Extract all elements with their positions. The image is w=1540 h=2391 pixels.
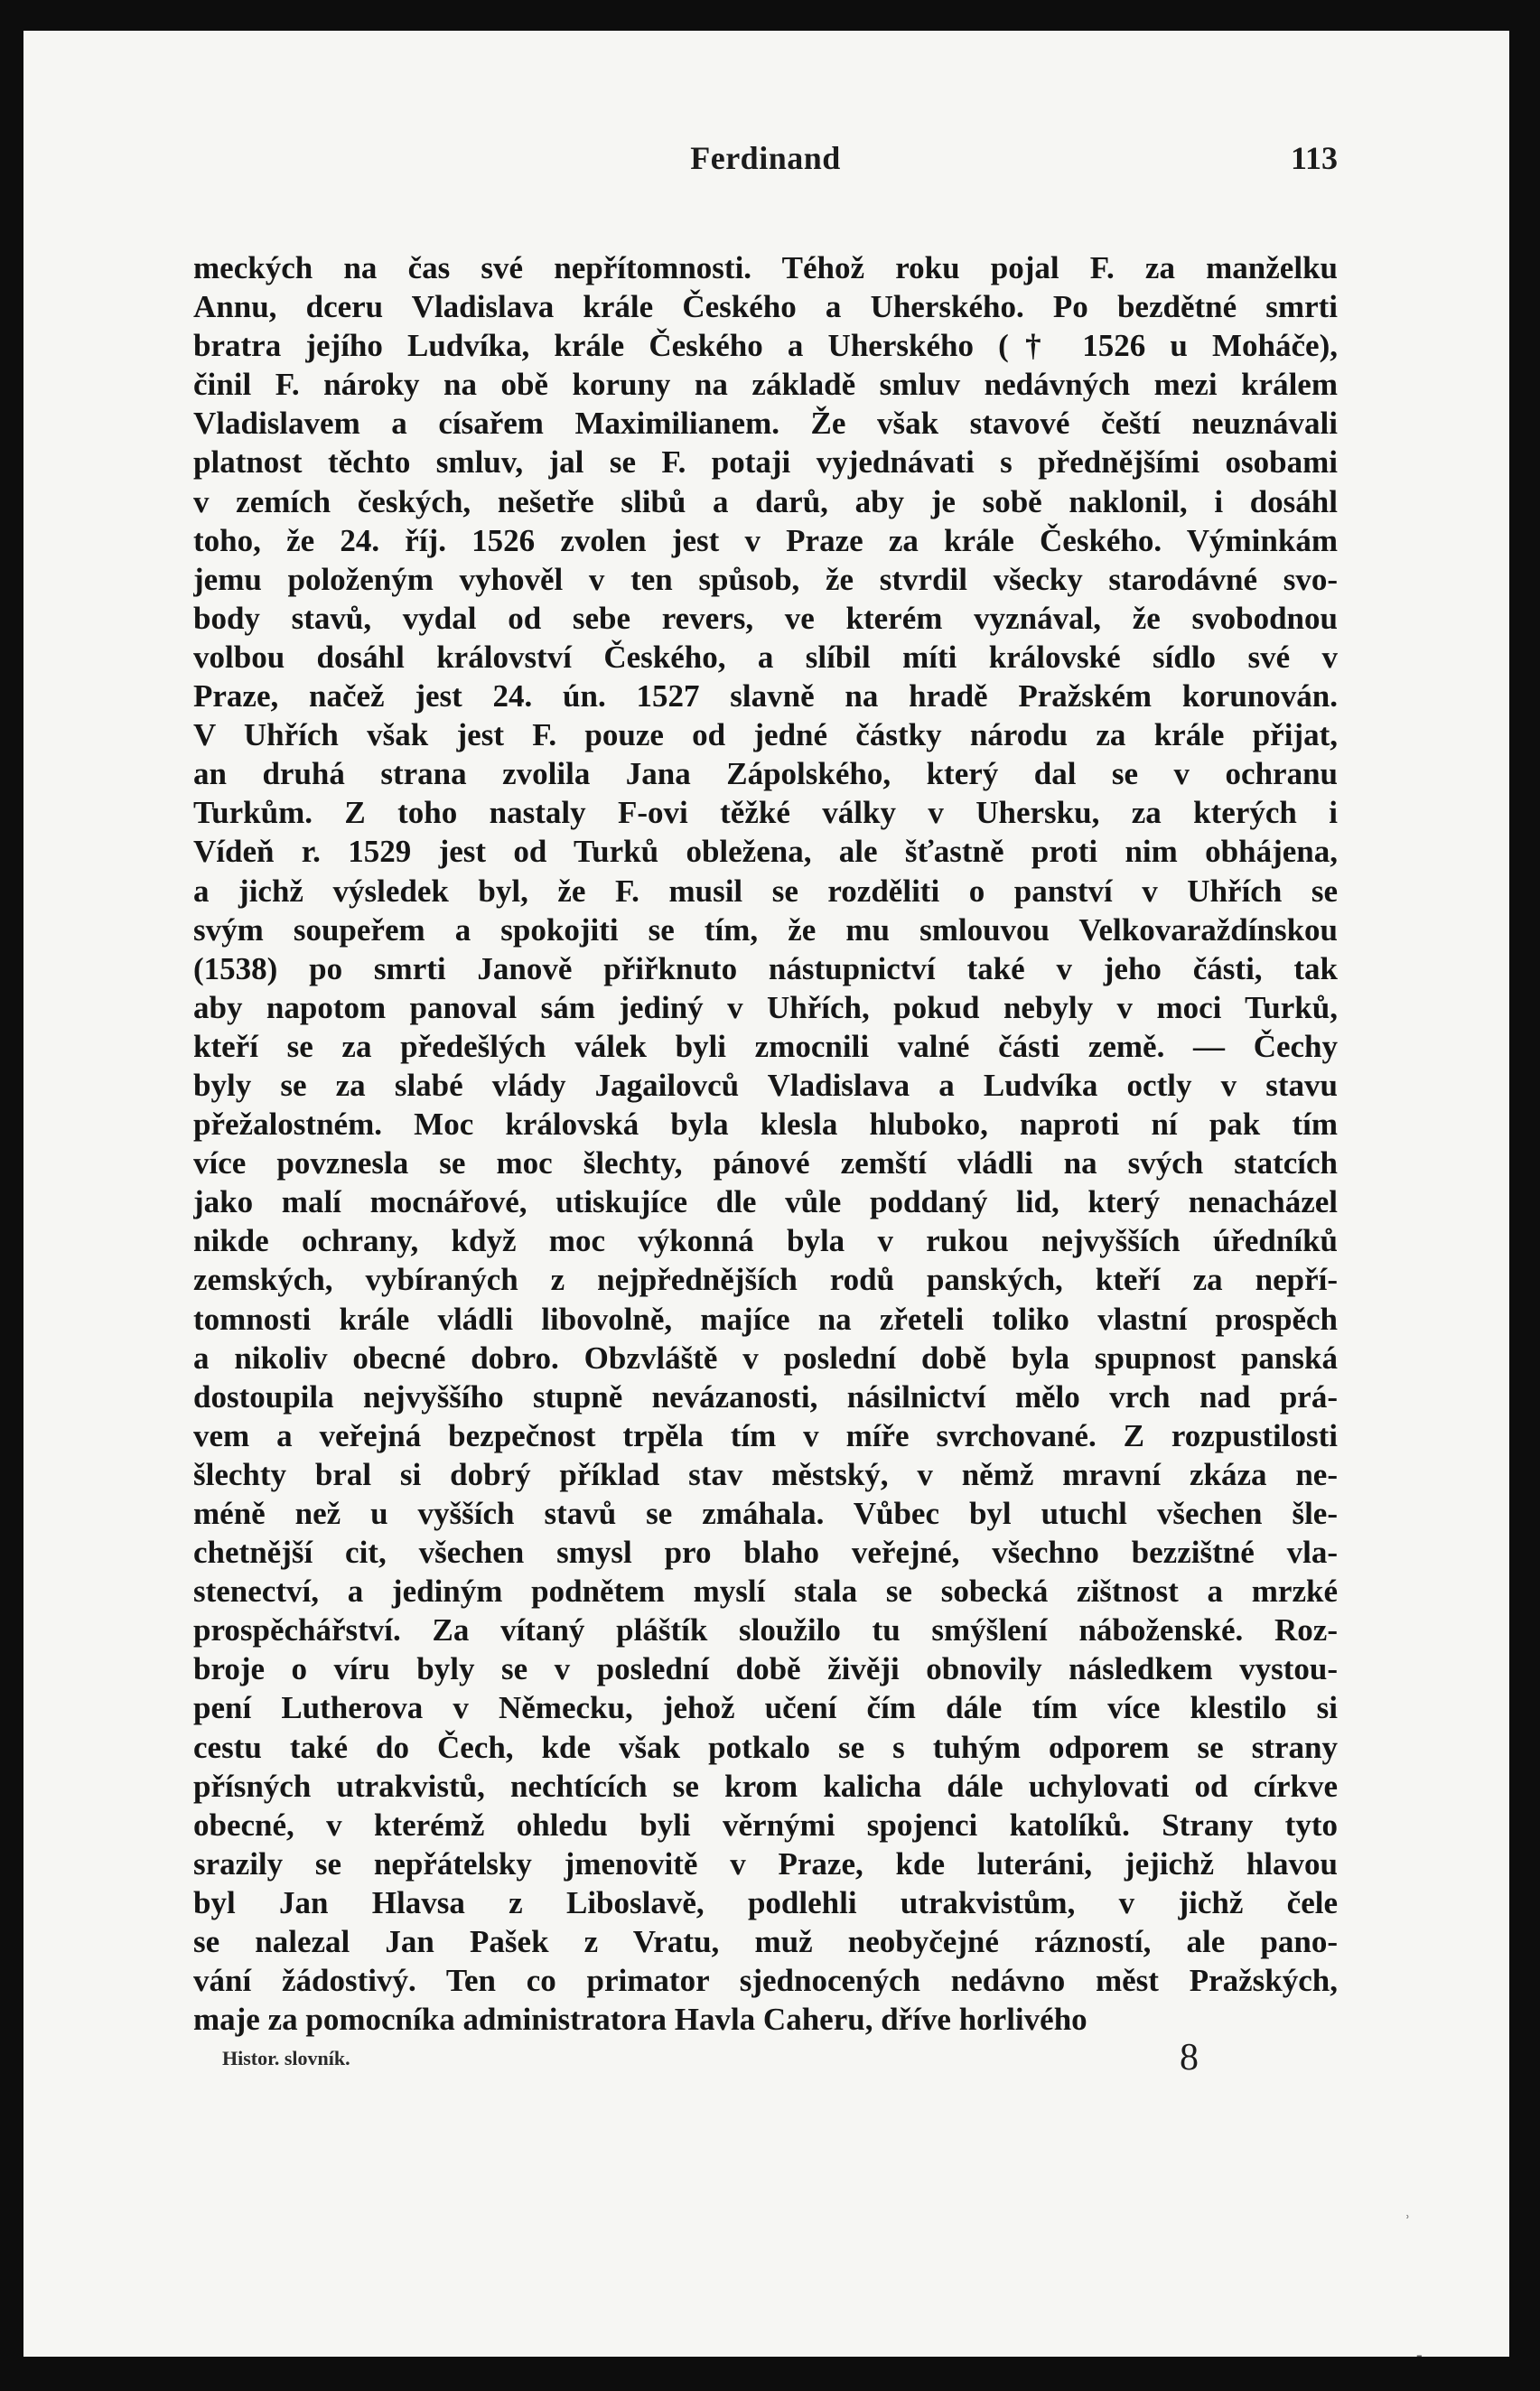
sheet-number: 8	[1180, 2037, 1199, 2078]
text-line: meckých na čas své nepřítomnosti. Téhož roku pojal F. za manželku	[193, 250, 1338, 285]
printer-signature: Histor. slovník.	[222, 2047, 350, 2069]
text-line: broje o víru byly se v poslední době živěji obnovily následkem vystou-	[193, 1651, 1338, 1687]
text-line: V Uhřích však jest F. pouze od jedné částky národu za krále přijat,	[193, 717, 1338, 753]
running-title: Ferdinand	[690, 140, 841, 176]
text-line: Turkům. Z toho nastaly F-ovi těžké války v Uhersku, za kterých i	[193, 795, 1338, 831]
text-line: zemských, vybíraných z nejpřednějších rodů panských, kteří za nepří-	[193, 1262, 1338, 1298]
text-line: Vídeň r. 1529 jest od Turků obležena, ale šťastně proti nim obhájena,	[193, 834, 1338, 870]
text-line: platnost těchto smluv, jal se F. potaji vyjednávati s přednějšími osobami	[193, 444, 1338, 481]
text-line: vem a veřejná bezpečnost trpěla tím v míře svrchované. Z rozpustilosti	[193, 1417, 1338, 1453]
text-line: přežalostném. Moc královská byla klesla hluboko, naproti ní pak tím	[193, 1107, 1338, 1143]
text-line: Praze, načež jest 24. ún. 1527 slavně na hradě Pražském korunován.	[193, 678, 1338, 714]
paper-speck: ˒	[1405, 2204, 1411, 2224]
text-line: toho, že 24. říj. 1526 zvolen jest v Praze za krále Českého. Výminkám	[193, 522, 1338, 558]
page-footer	[222, 2036, 1234, 2090]
body-text	[193, 248, 1338, 2039]
text-line: méně než u vyšších stavů se zmáhala. Vůbec byl utuchl všechen šle-	[193, 1496, 1338, 1531]
text-line: obecné, v kterémž ohledu byli věrnými spojenci katolíků. Strany tyto	[193, 1807, 1338, 1843]
text-line: jako malí mocnářové, utiskujíce dle vůle poddaný lid, který nenacházel	[193, 1184, 1338, 1220]
text-line: an druhá strana zvolila Jana Zápolského, který dal se v ochranu	[193, 756, 1338, 792]
text-line: a jichž výsledek byl, že F. musil se rozděliti o panství v Uhřích se	[193, 873, 1338, 909]
text-line: volbou dosáhl království Českého, a slíbil míti královské sídlo své v	[193, 639, 1338, 675]
text-line: kteří se za předešlých válek byli zmocnili valné části země. — Čechy	[193, 1028, 1338, 1064]
text-line: stenectví, a jediným podnětem myslí stala se sobecká zištnost a mrzké	[193, 1574, 1338, 1610]
text-line: se nalezal Jan Pašek z Vratu, muž neobyčejné rázností, ale pano-	[193, 1924, 1338, 1960]
text-line: bratra jejího Ludvíka, krále Českého a Uherského († 1526 u Moháče),	[193, 328, 1338, 364]
text-line: jemu položeným vyhověl v ten spůsob, že stvrdil všecky starodávné svo-	[193, 561, 1338, 597]
text-line: tomnosti krále vládli libovolně, majíce na zřeteli toliko vlastní prospěch	[193, 1301, 1338, 1337]
text-line: (1538) po smrti Janově přiřknuto nástupnictví také v jeho části, tak	[193, 950, 1338, 986]
text-line: body stavů, vydal od sebe revers, ve kterém vyznával, že svobodnou	[193, 600, 1338, 636]
text-line: činil F. nároky na obě koruny na základě smluv nedávných mezi králem	[193, 367, 1338, 403]
text-line: nikde ochrany, když moc výkonná byla v rukou nejvyšších úředníků	[193, 1223, 1338, 1259]
text-line: chetnější cit, všechen smysl pro blaho veřejné, všechno bezzištné vla-	[193, 1535, 1338, 1571]
text-line: a nikoliv obecné dobro. Obzvláště v poslední době byla spupnost panská	[193, 1340, 1338, 1376]
text-line: Annu, dceru Vladislava krále Českého a Uherského. Po bezdětné smrti	[193, 289, 1338, 325]
text-line: šlechty bral si dobrý příklad stav městský, v němž mravní zkáza ne-	[193, 1456, 1338, 1492]
text-line: pení Lutherova v Německu, jehož učení čím dále tím více klestilo si	[193, 1690, 1338, 1726]
text-line: prospěchářství. Za vítaný pláštík sloužilo tu smýšlení náboženské. Roz-	[193, 1612, 1338, 1648]
text-line: svým soupeřem a spokojiti se tím, že mu smlouvou Velkovaraždínskou	[193, 911, 1338, 948]
text-line: srazily se nepřátelsky jmenovitě v Praze, kde luteráni, jejichž hlavou	[193, 1845, 1338, 1882]
text-line: přísných utrakvistů, nechtících se krom kalicha dále uchylovati od církve	[193, 1768, 1338, 1804]
text-line: byly se za slabé vlády Jagailovců Vladislava a Ludvíka octly v stavu	[193, 1067, 1338, 1103]
text-line: více povznesla se moc šlechty, pánové zemští vládli na svých statcích	[193, 1145, 1338, 1181]
text-line: cestu také do Čech, kde však potkalo se s tuhým odporem se strany	[193, 1729, 1338, 1765]
text-line: dostoupila nejvyššího stupně nevázanosti, násilnictví mělo vrch nad prá-	[193, 1378, 1338, 1415]
text-line: maje za pomocníka administratora Havla Caheru, dříve horlivého	[193, 2002, 1087, 2038]
text-line: aby napotom panoval sám jediný v Uhřích, pokud nebyly v moci Turků,	[193, 989, 1338, 1025]
text-line: v zemích českých, nešetře slibů a darů, aby je sobě naklonil, i dosáhl	[193, 483, 1338, 519]
text-line: Vladislavem a císařem Maximilianem. Že však stavové čeští neuznávali	[193, 406, 1338, 442]
text-line: byl Jan Hlavsa z Liboslavě, podlehli utrakvistům, v jichž čele	[193, 1884, 1338, 1920]
text-line: vání žádostivý. Ten co primator sjednocených nedávno měst Pražských,	[193, 1963, 1338, 1999]
page-number: 113	[1290, 140, 1338, 176]
paper-speck: -	[1416, 2345, 1423, 2365]
page-header	[193, 139, 1338, 184]
